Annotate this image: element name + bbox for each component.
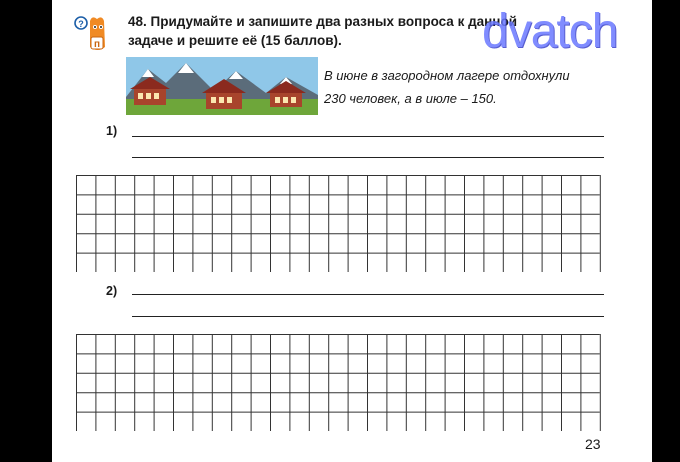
answer-label-2: 2)	[106, 284, 118, 298]
answer-label-1: 1)	[106, 124, 118, 138]
grid-area-2[interactable]	[76, 334, 604, 431]
answer-line-2b[interactable]	[132, 316, 604, 317]
problem-text-line1: В июне в загородном лагере отдохнули	[324, 68, 570, 83]
grid-area-1[interactable]	[76, 175, 604, 272]
answer-line-1a[interactable]	[132, 136, 604, 137]
watermark: dvatch	[482, 5, 618, 58]
problem-text-line2: 230 человек, а в июле – 150.	[324, 91, 497, 106]
task-title-continued: задаче и решите её (15 баллов).	[128, 33, 342, 48]
svg-text:?: ?	[78, 19, 84, 29]
mountain-houses-illustration	[126, 57, 318, 115]
answer-line-2a[interactable]	[132, 294, 604, 295]
question-marker-icon	[72, 13, 112, 55]
page-number: 23	[585, 436, 601, 452]
answer-line-1b[interactable]	[132, 157, 604, 158]
svg-text:п: п	[93, 39, 101, 50]
task-title: 48. Придумайте и запишите два разных вопроса к данной	[128, 14, 518, 29]
